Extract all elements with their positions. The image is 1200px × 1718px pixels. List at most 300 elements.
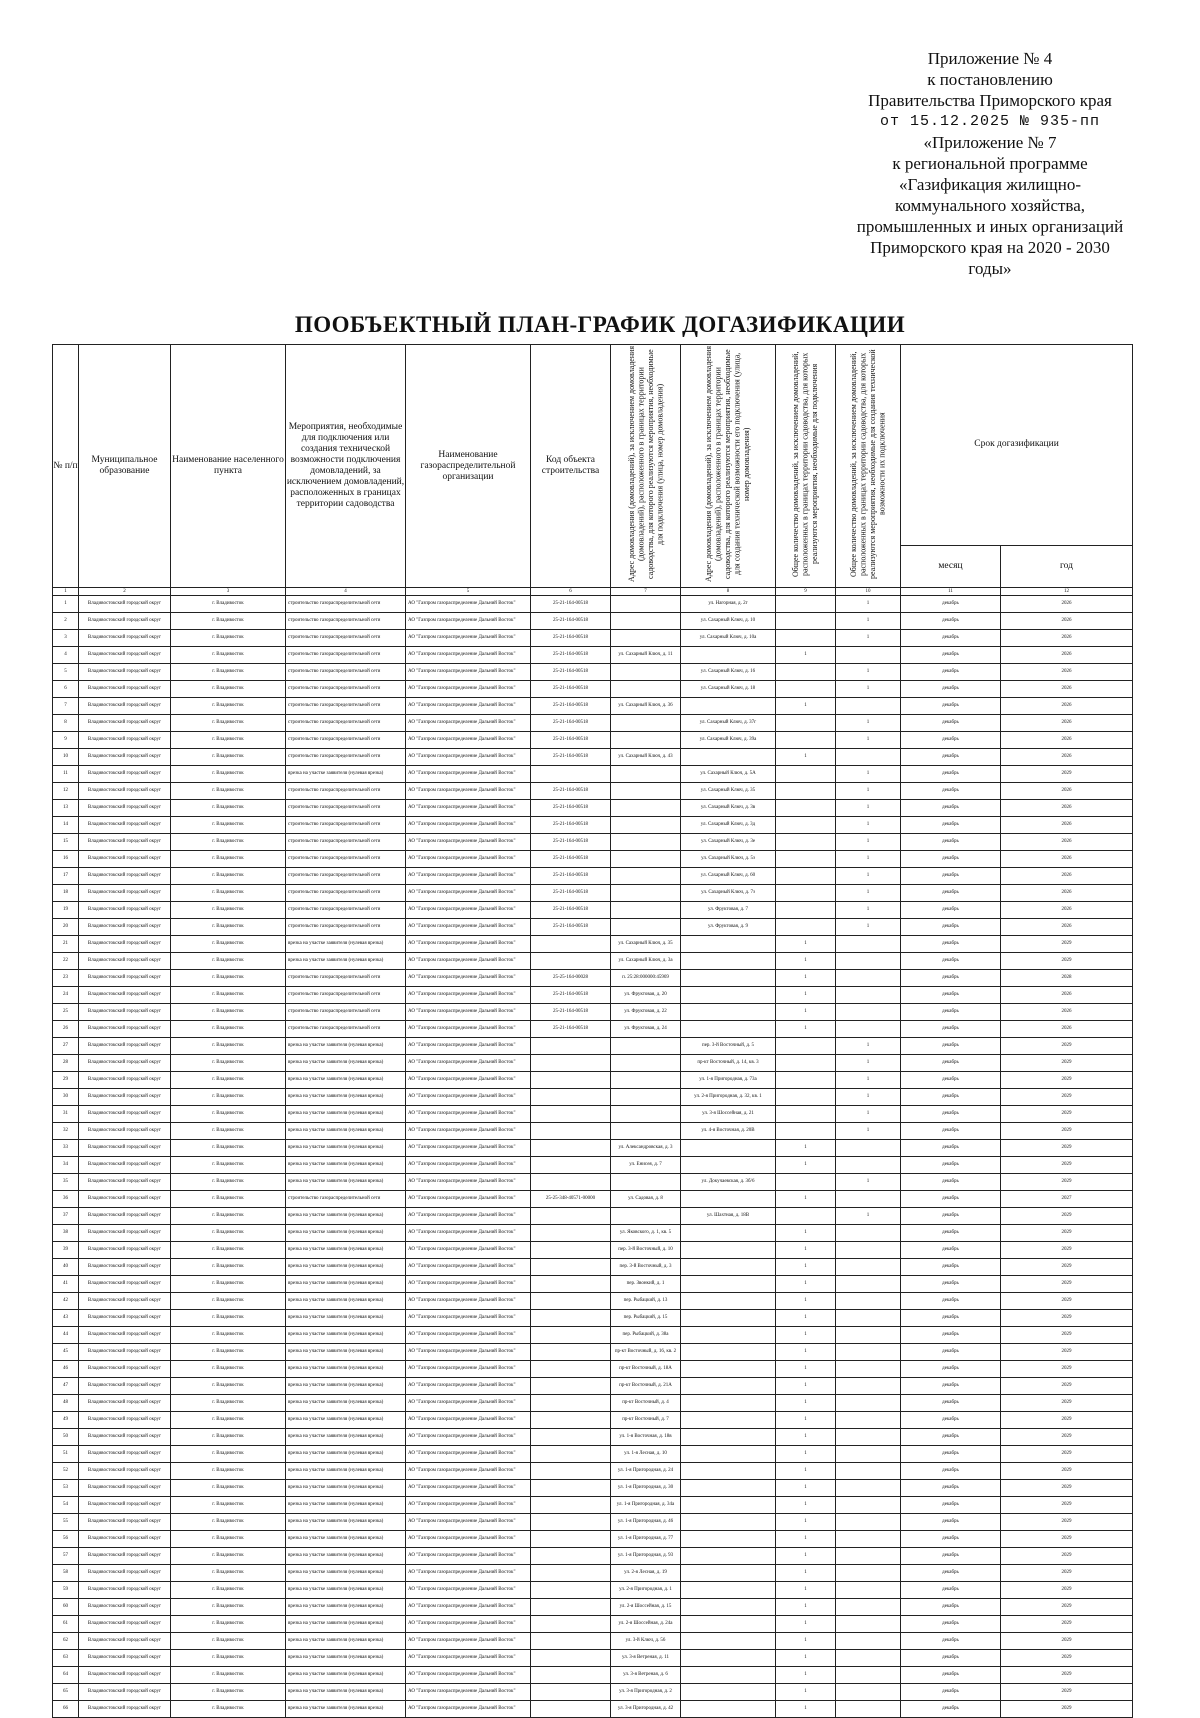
table-row [53, 1667, 1133, 1684]
cell-object-code [531, 1106, 611, 1123]
cell-count-tech [836, 1582, 901, 1599]
cell-settlement: г. Владивосток [171, 1429, 286, 1446]
cell-month: декабрь [901, 1531, 1001, 1548]
cell-object-code [531, 1259, 611, 1276]
column-number: 2 [79, 588, 171, 596]
table-row [53, 1344, 1133, 1361]
cell-row-number: 36 [53, 1191, 79, 1208]
cell-address-tech: ул. Сахарный Ключ, д. 3в [681, 800, 776, 817]
cell-year: 2029 [1001, 1429, 1133, 1446]
cell-municipality: Владивостокский городской округ [79, 1038, 171, 1055]
cell-settlement: г. Владивосток [171, 919, 286, 936]
cell-address-tech [681, 1361, 776, 1378]
cell-year: 2029 [1001, 1684, 1133, 1701]
cell-count-connection [776, 834, 836, 851]
cell-object-code [531, 1531, 611, 1548]
cell-month: декабрь [901, 817, 1001, 834]
cell-year: 2026 [1001, 732, 1133, 749]
cell-object-code [531, 936, 611, 953]
cell-year: 2026 [1001, 783, 1133, 800]
cell-address-connection: пер. Рыбацкий, д. 15 [611, 1310, 681, 1327]
cell-settlement: г. Владивосток [171, 664, 286, 681]
cell-row-number: 44 [53, 1327, 79, 1344]
table-row [53, 1106, 1133, 1123]
cell-measure: строительство газораспределительной сети [286, 664, 406, 681]
cell-count-tech [836, 1191, 901, 1208]
appendix-line: «Приложение № 7 [923, 133, 1057, 152]
cell-municipality: Владивостокский городской округ [79, 630, 171, 647]
cell-row-number: 63 [53, 1650, 79, 1667]
cell-year: 2029 [1001, 1208, 1133, 1225]
cell-object-code [531, 1123, 611, 1140]
cell-address-tech [681, 987, 776, 1004]
appendix-line: промышленных и иных организаций [856, 217, 1124, 236]
cell-municipality: Владивостокский городской округ [79, 800, 171, 817]
cell-settlement: г. Владивосток [171, 1157, 286, 1174]
cell-count-connection: 1 [776, 1293, 836, 1310]
cell-gas-organization: АО "Газпром газораспределение Дальний Восток" [406, 919, 531, 936]
cell-measure: строительство газораспределительной сети [286, 783, 406, 800]
cell-object-code: 25-21-164-00518 [531, 919, 611, 936]
cell-object-code [531, 1480, 611, 1497]
cell-address-connection: пр-кт Восточный, д. 18А [611, 1361, 681, 1378]
cell-object-code [531, 1565, 611, 1582]
cell-gas-organization: АО "Газпром газораспределение Дальний Восток" [406, 1412, 531, 1429]
column-number: 4 [286, 588, 406, 596]
appendix-line: годы» [968, 259, 1012, 278]
cell-measure: врезка на участке заявителя (нулевая врезка) [286, 1684, 406, 1701]
cell-month: декабрь [901, 1497, 1001, 1514]
cell-row-number: 16 [53, 851, 79, 868]
cell-gas-organization: АО "Газпром газораспределение Дальний Восток" [406, 783, 531, 800]
cell-month: декабрь [901, 1667, 1001, 1684]
cell-municipality: Владивостокский городской округ [79, 1106, 171, 1123]
cell-address-tech: ул. Сахарный Ключ, д. 5з [681, 851, 776, 868]
cell-gas-organization: АО "Газпром газораспределение Дальний Восток" [406, 1225, 531, 1242]
cell-address-connection: пер. 3-й Восточный, д. 10 [611, 1242, 681, 1259]
cell-row-number: 49 [53, 1412, 79, 1429]
cell-row-number: 11 [53, 766, 79, 783]
cell-row-number: 55 [53, 1514, 79, 1531]
cell-settlement: г. Владивосток [171, 1616, 286, 1633]
cell-row-number: 28 [53, 1055, 79, 1072]
cell-address-tech [681, 1310, 776, 1327]
cell-municipality: Владивостокский городской округ [79, 732, 171, 749]
cell-year: 2026 [1001, 749, 1133, 766]
cell-month: декабрь [901, 1225, 1001, 1242]
cell-month: декабрь [901, 1582, 1001, 1599]
cell-gas-organization: АО "Газпром газораспределение Дальний Восток" [406, 885, 531, 902]
cell-year: 2029 [1001, 1038, 1133, 1055]
cell-count-connection: 1 [776, 1361, 836, 1378]
cell-object-code: 25-21-164-00518 [531, 715, 611, 732]
cell-address-tech: ул. 4-я Восточная, д. 20В [681, 1123, 776, 1140]
table-row [53, 1463, 1133, 1480]
cell-count-connection [776, 902, 836, 919]
cell-settlement: г. Владивосток [171, 1276, 286, 1293]
cell-year: 2027 [1001, 1191, 1133, 1208]
cell-municipality: Владивостокский городской округ [79, 698, 171, 715]
cell-municipality: Владивостокский городской округ [79, 1293, 171, 1310]
cell-year: 2029 [1001, 1412, 1133, 1429]
table-row [53, 715, 1133, 732]
table-row [53, 1633, 1133, 1650]
cell-settlement: г. Владивосток [171, 1038, 286, 1055]
cell-object-code [531, 1055, 611, 1072]
cell-municipality: Владивостокский городской округ [79, 1582, 171, 1599]
cell-settlement: г. Владивосток [171, 800, 286, 817]
cell-municipality: Владивостокский городской округ [79, 613, 171, 630]
cell-municipality: Владивостокский городской округ [79, 1123, 171, 1140]
cell-measure: строительство газораспределительной сети [286, 868, 406, 885]
cell-address-tech [681, 1276, 776, 1293]
cell-gas-organization: АО "Газпром газораспределение Дальний Восток" [406, 851, 531, 868]
cell-address-connection [611, 902, 681, 919]
cell-settlement: г. Владивосток [171, 953, 286, 970]
table-row [53, 749, 1133, 766]
plan-table [52, 344, 1133, 1718]
cell-settlement: г. Владивосток [171, 1191, 286, 1208]
appendix-line: к региональной программе [892, 154, 1088, 173]
cell-municipality: Владивостокский городской округ [79, 834, 171, 851]
cell-count-tech [836, 1701, 901, 1718]
cell-measure: строительство газораспределительной сети [286, 1004, 406, 1021]
cell-row-number: 13 [53, 800, 79, 817]
cell-count-tech: 1 [836, 613, 901, 630]
cell-count-tech: 1 [836, 1174, 901, 1191]
cell-municipality: Владивостокский городской округ [79, 902, 171, 919]
cell-address-tech [681, 698, 776, 715]
cell-count-tech: 1 [836, 664, 901, 681]
cell-count-connection [776, 732, 836, 749]
table-row [53, 1446, 1133, 1463]
cell-address-tech [681, 1633, 776, 1650]
table-row [53, 902, 1133, 919]
cell-municipality: Владивостокский городской округ [79, 664, 171, 681]
cell-measure: врезка на участке заявителя (нулевая врезка) [286, 1463, 406, 1480]
cell-measure: строительство газораспределительной сети [286, 902, 406, 919]
table-row [53, 1616, 1133, 1633]
cell-gas-organization: АО "Газпром газораспределение Дальний Восток" [406, 1344, 531, 1361]
cell-measure: врезка на участке заявителя (нулевая врезка) [286, 1327, 406, 1344]
table-row [53, 1208, 1133, 1225]
cell-municipality: Владивостокский городской округ [79, 1463, 171, 1480]
cell-settlement: г. Владивосток [171, 1548, 286, 1565]
cell-object-code [531, 1157, 611, 1174]
cell-address-connection: ул. 1-я Пригородная, д. 46 [611, 1514, 681, 1531]
table-row [53, 936, 1133, 953]
cell-count-tech: 1 [836, 732, 901, 749]
cell-count-connection: 1 [776, 1259, 836, 1276]
cell-object-code: 25-21-164-00518 [531, 681, 611, 698]
cell-month: декабрь [901, 1310, 1001, 1327]
cell-measure: врезка на участке заявителя (нулевая врезка) [286, 1446, 406, 1463]
cell-year: 2029 [1001, 1344, 1133, 1361]
cell-address-connection [611, 630, 681, 647]
cell-address-connection: пер. Рыбацкий, д. 13 [611, 1293, 681, 1310]
cell-gas-organization: АО "Газпром газораспределение Дальний Восток" [406, 902, 531, 919]
cell-gas-organization: АО "Газпром газораспределение Дальний Восток" [406, 698, 531, 715]
cell-count-tech: 1 [836, 800, 901, 817]
cell-row-number: 10 [53, 749, 79, 766]
table-row [53, 1480, 1133, 1497]
cell-month: декабрь [901, 1480, 1001, 1497]
cell-municipality: Владивостокский городской округ [79, 749, 171, 766]
table-row [53, 1021, 1133, 1038]
cell-count-tech: 1 [836, 1123, 901, 1140]
cell-object-code: 25-21-164-00518 [531, 664, 611, 681]
cell-municipality: Владивостокский городской округ [79, 1667, 171, 1684]
column-number: 7 [611, 588, 681, 596]
table-row [53, 1412, 1133, 1429]
cell-count-connection: 1 [776, 1242, 836, 1259]
cell-measure: врезка на участке заявителя (нулевая врезка) [286, 1395, 406, 1412]
cell-row-number: 47 [53, 1378, 79, 1395]
cell-municipality: Владивостокский городской округ [79, 919, 171, 936]
cell-address-connection [611, 715, 681, 732]
cell-count-tech [836, 1310, 901, 1327]
cell-address-tech: ул. Сахарный Ключ, д. 35 [681, 783, 776, 800]
cell-measure: врезка на участке заявителя (нулевая врезка) [286, 1378, 406, 1395]
cell-month: декабрь [901, 1123, 1001, 1140]
cell-object-code: 25-21-164-00518 [531, 1004, 611, 1021]
cell-measure: строительство газораспределительной сети [286, 817, 406, 834]
cell-gas-organization: АО "Газпром газораспределение Дальний Восток" [406, 1497, 531, 1514]
header-address-connection: Адрес домовладения (домовладений), за исключением домовладения (домовладений), расположенного в границах территории садоводства, для которого реализуются мероприятия, необходимые для подключения (улица, номер домовладения) [611, 345, 681, 588]
cell-gas-organization: АО "Газпром газораспределение Дальний Восток" [406, 732, 531, 749]
cell-address-tech: пр-кт Восточный, д. 14, кв. 3 [681, 1055, 776, 1072]
cell-count-connection: 1 [776, 1650, 836, 1667]
cell-object-code [531, 953, 611, 970]
cell-municipality: Владивостокский городской округ [79, 715, 171, 732]
cell-municipality: Владивостокский городской округ [79, 1021, 171, 1038]
cell-month: декабрь [901, 1395, 1001, 1412]
cell-measure: врезка на участке заявителя (нулевая врезка) [286, 1599, 406, 1616]
cell-address-tech [681, 1259, 776, 1276]
cell-address-connection: ул. Александровская, д. 3 [611, 1140, 681, 1157]
cell-count-connection [776, 1208, 836, 1225]
cell-address-tech: ул. Сахарный Ключ, д. 37г [681, 715, 776, 732]
cell-measure: врезка на участке заявителя (нулевая врезка) [286, 1225, 406, 1242]
header-count-connection: Общее количество домовладений, за исключением домовладений, расположенных в границах территории садоводства, для которых реализуются мероприятия, необходимые для подключения [776, 345, 836, 588]
cell-object-code [531, 1497, 611, 1514]
cell-address-tech [681, 647, 776, 664]
cell-row-number: 14 [53, 817, 79, 834]
cell-month: декабрь [901, 1412, 1001, 1429]
cell-month: декабрь [901, 987, 1001, 1004]
cell-year: 2029 [1001, 1055, 1133, 1072]
cell-gas-organization: АО "Газпром газораспределение Дальний Восток" [406, 630, 531, 647]
cell-count-tech: 1 [836, 1055, 901, 1072]
cell-year: 2026 [1001, 868, 1133, 885]
table-row [53, 1514, 1133, 1531]
cell-month: декабрь [901, 1446, 1001, 1463]
table-row [53, 1123, 1133, 1140]
table-row [53, 1072, 1133, 1089]
cell-address-tech [681, 1140, 776, 1157]
cell-object-code: 25-21-164-00518 [531, 851, 611, 868]
cell-measure: врезка на участке заявителя (нулевая врезка) [286, 1276, 406, 1293]
cell-year: 2029 [1001, 1633, 1133, 1650]
cell-address-tech [681, 1548, 776, 1565]
cell-month: декабрь [901, 1157, 1001, 1174]
cell-measure: врезка на участке заявителя (нулевая врезка) [286, 1072, 406, 1089]
table-row [53, 885, 1133, 902]
table-row [53, 1361, 1133, 1378]
header-measures: Мероприятия, необходимые для подключения или создания технической возможности подключения домовладений, за исключением домовладений, расположенных в границах территории садоводства [286, 345, 406, 588]
cell-settlement: г. Владивосток [171, 1310, 286, 1327]
cell-year: 2029 [1001, 953, 1133, 970]
table-row [53, 613, 1133, 630]
cell-gas-organization: АО "Газпром газораспределение Дальний Восток" [406, 800, 531, 817]
cell-count-connection: 1 [776, 1310, 836, 1327]
cell-settlement: г. Владивосток [171, 1633, 286, 1650]
cell-settlement: г. Владивосток [171, 851, 286, 868]
cell-address-connection [611, 766, 681, 783]
cell-municipality: Владивостокский городской округ [79, 1395, 171, 1412]
cell-year: 2029 [1001, 1582, 1133, 1599]
cell-month: декабрь [901, 834, 1001, 851]
cell-measure: строительство газораспределительной сети [286, 681, 406, 698]
cell-object-code [531, 1293, 611, 1310]
cell-month: декабрь [901, 783, 1001, 800]
cell-measure: врезка на участке заявителя (нулевая врезка) [286, 1514, 406, 1531]
table-row [53, 1599, 1133, 1616]
cell-month: декабрь [901, 613, 1001, 630]
cell-measure: врезка на участке заявителя (нулевая врезка) [286, 1701, 406, 1718]
cell-count-connection: 1 [776, 1429, 836, 1446]
cell-row-number: 41 [53, 1276, 79, 1293]
cell-count-connection: 1 [776, 1667, 836, 1684]
cell-address-connection: ул. Сахарный Ключ, д. 43 [611, 749, 681, 766]
cell-count-tech [836, 987, 901, 1004]
cell-month: декабрь [901, 1429, 1001, 1446]
cell-address-tech [681, 1463, 776, 1480]
cell-gas-organization: АО "Газпром газораспределение Дальний Восток" [406, 1242, 531, 1259]
cell-gas-organization: АО "Газпром газораспределение Дальний Восток" [406, 1429, 531, 1446]
cell-address-connection: пр-кт Восточный, д. 4 [611, 1395, 681, 1412]
cell-address-connection [611, 868, 681, 885]
cell-settlement: г. Владивосток [171, 1497, 286, 1514]
cell-count-connection: 1 [776, 749, 836, 766]
cell-gas-organization: АО "Газпром газораспределение Дальний Восток" [406, 1514, 531, 1531]
cell-count-tech [836, 1650, 901, 1667]
cell-measure: строительство газораспределительной сети [286, 800, 406, 817]
table-row [53, 783, 1133, 800]
cell-count-connection: 1 [776, 1480, 836, 1497]
cell-address-connection [611, 851, 681, 868]
cell-count-connection [776, 630, 836, 647]
cell-measure: врезка на участке заявителя (нулевая врезка) [286, 1531, 406, 1548]
cell-count-tech: 1 [836, 783, 901, 800]
table-row [53, 919, 1133, 936]
cell-year: 2029 [1001, 1480, 1133, 1497]
cell-count-tech [836, 1531, 901, 1548]
table-row [53, 1395, 1133, 1412]
cell-month: декабрь [901, 1599, 1001, 1616]
cell-year: 2029 [1001, 1123, 1133, 1140]
cell-municipality: Владивостокский городской округ [79, 1225, 171, 1242]
cell-month: декабрь [901, 664, 1001, 681]
table-row [53, 970, 1133, 987]
cell-row-number: 26 [53, 1021, 79, 1038]
cell-settlement: г. Владивосток [171, 1565, 286, 1582]
table-row [53, 834, 1133, 851]
cell-settlement: г. Владивосток [171, 732, 286, 749]
cell-count-connection [776, 766, 836, 783]
cell-municipality: Владивостокский городской округ [79, 766, 171, 783]
cell-count-tech [836, 1667, 901, 1684]
cell-count-connection: 1 [776, 1140, 836, 1157]
cell-address-tech [681, 1616, 776, 1633]
cell-month: декабрь [901, 1242, 1001, 1259]
cell-address-connection: пер. 3-й Восточный, д. 3 [611, 1259, 681, 1276]
cell-row-number: 32 [53, 1123, 79, 1140]
cell-settlement: г. Владивосток [171, 1021, 286, 1038]
cell-measure: врезка на участке заявителя (нулевая врезка) [286, 1242, 406, 1259]
cell-address-connection: ул. 1-я Пригородная, д. 24 [611, 1463, 681, 1480]
cell-address-connection: ул. Енисея, д. 7 [611, 1157, 681, 1174]
cell-address-connection: ул. Фруктовая, д. 24 [611, 1021, 681, 1038]
cell-row-number: 45 [53, 1344, 79, 1361]
cell-settlement: г. Владивосток [171, 1701, 286, 1718]
cell-object-code [531, 1174, 611, 1191]
cell-municipality: Владивостокский городской округ [79, 1191, 171, 1208]
cell-count-tech: 1 [836, 715, 901, 732]
cell-month: декабрь [901, 1701, 1001, 1718]
cell-count-connection [776, 1038, 836, 1055]
cell-gas-organization: АО "Газпром газораспределение Дальний Восток" [406, 1208, 531, 1225]
cell-gas-organization: АО "Газпром газораспределение Дальний Восток" [406, 1089, 531, 1106]
cell-measure: врезка на участке заявителя (нулевая врезка) [286, 1480, 406, 1497]
cell-settlement: г. Владивосток [171, 1684, 286, 1701]
cell-month: декабрь [901, 1021, 1001, 1038]
cell-settlement: г. Владивосток [171, 936, 286, 953]
cell-row-number: 7 [53, 698, 79, 715]
cell-address-connection: пр-кт Восточный, д. 7 [611, 1412, 681, 1429]
cell-address-connection: ул. Фруктовая, д. 20 [611, 987, 681, 1004]
cell-gas-organization: АО "Газпром газораспределение Дальний Восток" [406, 1565, 531, 1582]
cell-address-connection [611, 783, 681, 800]
cell-month: декабрь [901, 1140, 1001, 1157]
table-row [53, 817, 1133, 834]
cell-address-connection [611, 1123, 681, 1140]
cell-year: 2029 [1001, 1157, 1133, 1174]
cell-gas-organization: АО "Газпром газораспределение Дальний Восток" [406, 766, 531, 783]
cell-address-connection: ул. 3-я Пригородная, д. 2 [611, 1684, 681, 1701]
cell-address-connection: ул. Сахарный Ключ, д. 35 [611, 936, 681, 953]
cell-settlement: г. Владивосток [171, 885, 286, 902]
cell-municipality: Владивостокский городской округ [79, 1497, 171, 1514]
cell-row-number: 24 [53, 987, 79, 1004]
cell-measure: строительство газораспределительной сети [286, 647, 406, 664]
cell-settlement: г. Владивосток [171, 987, 286, 1004]
cell-gas-organization: АО "Газпром газораспределение Дальний Восток" [406, 834, 531, 851]
cell-row-number: 51 [53, 1446, 79, 1463]
cell-row-number: 56 [53, 1531, 79, 1548]
cell-gas-organization: АО "Газпром газораспределение Дальний Восток" [406, 1038, 531, 1055]
cell-measure: врезка на участке заявителя (нулевая врезка) [286, 1174, 406, 1191]
cell-measure: строительство газораспределительной сети [286, 749, 406, 766]
cell-settlement: г. Владивосток [171, 1480, 286, 1497]
cell-gas-organization: АО "Газпром газораспределение Дальний Восток" [406, 1004, 531, 1021]
cell-address-tech: ул. Сахарный Ключ, д. 3д [681, 817, 776, 834]
cell-municipality: Владивостокский городской округ [79, 1055, 171, 1072]
cell-gas-organization: АО "Газпром газораспределение Дальний Восток" [406, 868, 531, 885]
cell-count-connection: 1 [776, 1565, 836, 1582]
cell-count-tech [836, 1599, 901, 1616]
cell-address-connection: ул. 3-я Ветреная, д. 11 [611, 1650, 681, 1667]
